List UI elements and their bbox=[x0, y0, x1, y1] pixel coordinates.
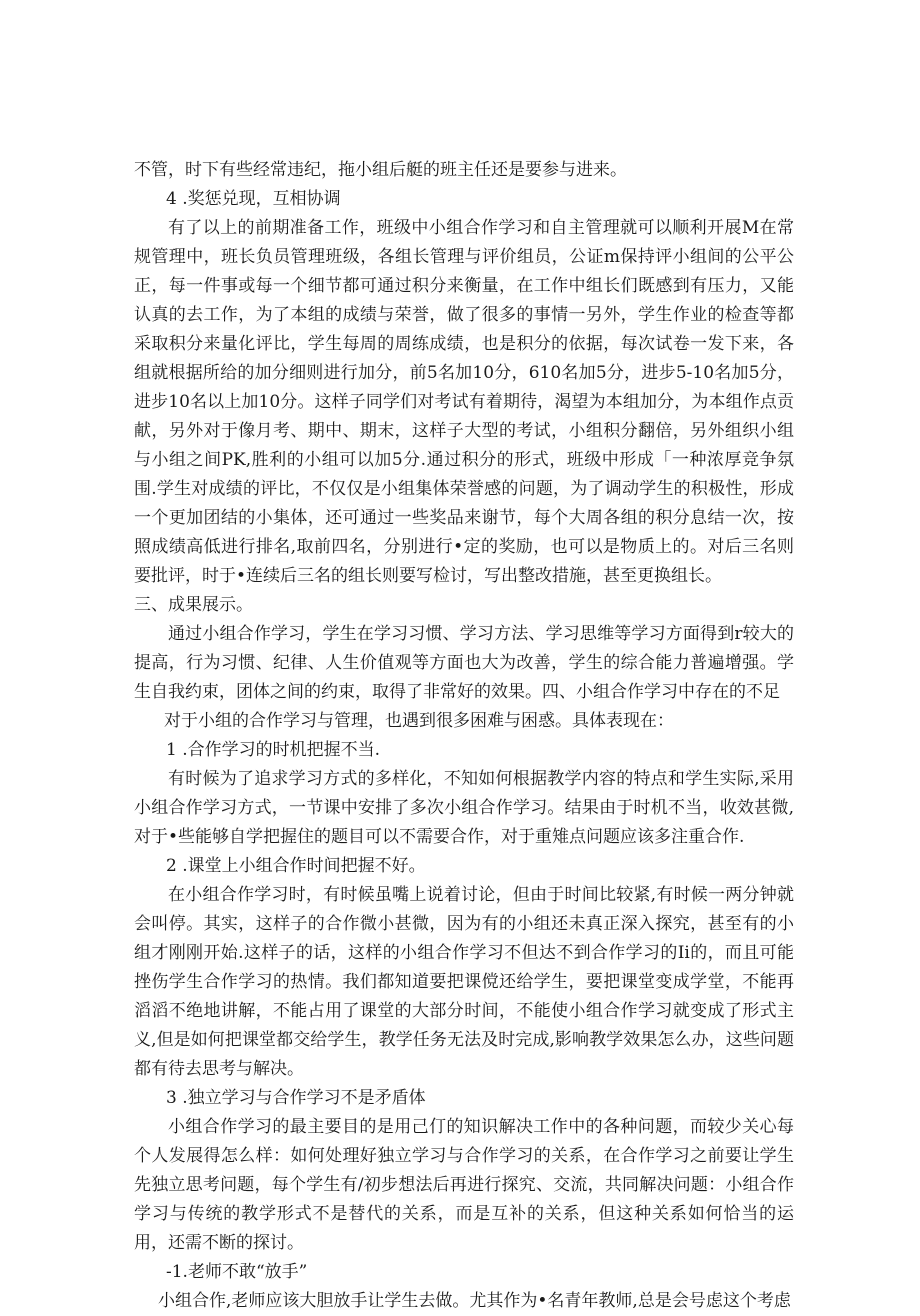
paragraph-class-time: 在小组合作学习时，有时候虽嘴上说着讨论，但由于时间比较紧,有时候一两分钟就会叫停。其实，这样子的合作微小甚微，因为有的小组还未真正深入探究，甚至有的小组才刚刚开始.这样子的话，这样的小组合作学习不但达不到合作学习的Ii的，而且可能挫伤学生合作学习的热情。我们都知道要把课傥还给学生，要把课堂变成学堂，不能再滔滔不绝地讲解，不能占用了课堂的大部分时间，不能使小组合作学习就变成了形式主义,但是如何把课堂都交给学生，教学任务无法及时完成,影响教学效果怎么办，这些问题都有待去思考与解决。 bbox=[134, 885, 794, 1079]
paragraph-independent-learning: 小组合作学习的最主要目的是用己仃的知识解决工作中的各种问题，而较少关心每个人发展得怎么样：如何处理好独立学习与合作学习的关系，在合作学习之前要让学生先独立思考问题，每个学生有/初步想法后再进行探究、交流，共同解决问题：小组合作学习与传统的教学形式不是替代的关系，而是互补的关系，但这种关系如何恰当的运用，还需不断的探讨。 bbox=[134, 1117, 794, 1253]
subheading-teacher-letgo: -1.老师不敢“放手” bbox=[166, 1262, 308, 1282]
section-heading-results: 三、成果展示。 bbox=[134, 595, 253, 615]
paragraph-difficulties: 对于小组的合作学习与管理，也遇到很多困难与困惑。具体表现在： bbox=[164, 711, 674, 731]
subheading-independent-learning: 3 .独立学习与合作学习不是矛盾体 bbox=[166, 1088, 426, 1108]
paragraph-points-system: 有了以上的前期准备工作，班级中小组合作学习和自主管理就可以顺利开展M在常规管理中，班长负员管理班级，各组长管理与评价组员，公证m保持评小组间的公平公正，每一件事或每一个细节都可通过积分来衡量，在工作中组长们既感到有压力，又能认真的去工作，为了本组的成绩与荣誉，做了很多的事情一另外，学生作业的检查等都采取积分来量化评比，学生每周的周练成绩，也是积分的依据，每次试卷一发下来，各组就根据所给的加分细则进行加分，前5名加10分，610名加5分，进步5-10名加5分，进步10名以上加10分。这样子同学们对考试有着期待，渴望为本组加分，为本组作点贡献，另外对于像月考、期中、期末，这样子大型的考试，小组积分翻倍，另外组织小组与小组之间PK,胜利的小组可以加5分.通过积分的形式，班级中形成「一种浓厚竞争氛围.学生对成绩的评比，不仅仅是小组集体荣誉感的问题，为了调动学生的积极性，形成一个更加团结的小集体，还可通过一些奖品来谢节，每个大周各组的积分息结一次，按照成绩高低进行排名,取前四名，分别进行•定的奖励，也可以是物质上的。对后三名则要批评，时于•连续后三名的组长则要写检讨，写出整改措施，甚至更换组长。 bbox=[134, 218, 794, 586]
subheading-class-time: 2 .课堂上小组合作时间把握不好。 bbox=[166, 856, 426, 876]
document-page bbox=[134, 156, 794, 1316]
paragraph-continuation: 不管，时下有些经常违纪，拖小组后艇的班主任还是要参与进来。 bbox=[134, 160, 627, 180]
subheading-timing: 1 .合作学习的时机把握不当. bbox=[166, 740, 381, 760]
paragraph-teacher-letgo: 小组合作,老师应该大胆放手让学生去做。尤其作为•名青年教师,总是会号虑这个考虑 bbox=[158, 1291, 791, 1311]
subheading-rewards: 4 .奖惩兑现，互相协调 bbox=[166, 189, 341, 209]
paragraph-results: 通过小组合作学习，学生在学习习惯、学习方法、学习思维等学习方面得到r较大的提高，行为习惯、纪律、人生价值观等方面也大为改善，学生的综合能力普遍增强。学生自我约束，团体之间的约束，取得了非常好的效果。四、小组合作学习中存在的不足 bbox=[134, 624, 794, 702]
paragraph-timing: 有时候为了追求学习方式的多样化，不知如何根据教学内容的特点和学生实际,采用小组合作学习方式，一节课中安排了多次小组合作学习。结果由于时机不当，收效甚微,对于•些能够自学把握住的题目可以不需要合作，对于重雉点问题应该多注重合作. bbox=[134, 769, 794, 847]
